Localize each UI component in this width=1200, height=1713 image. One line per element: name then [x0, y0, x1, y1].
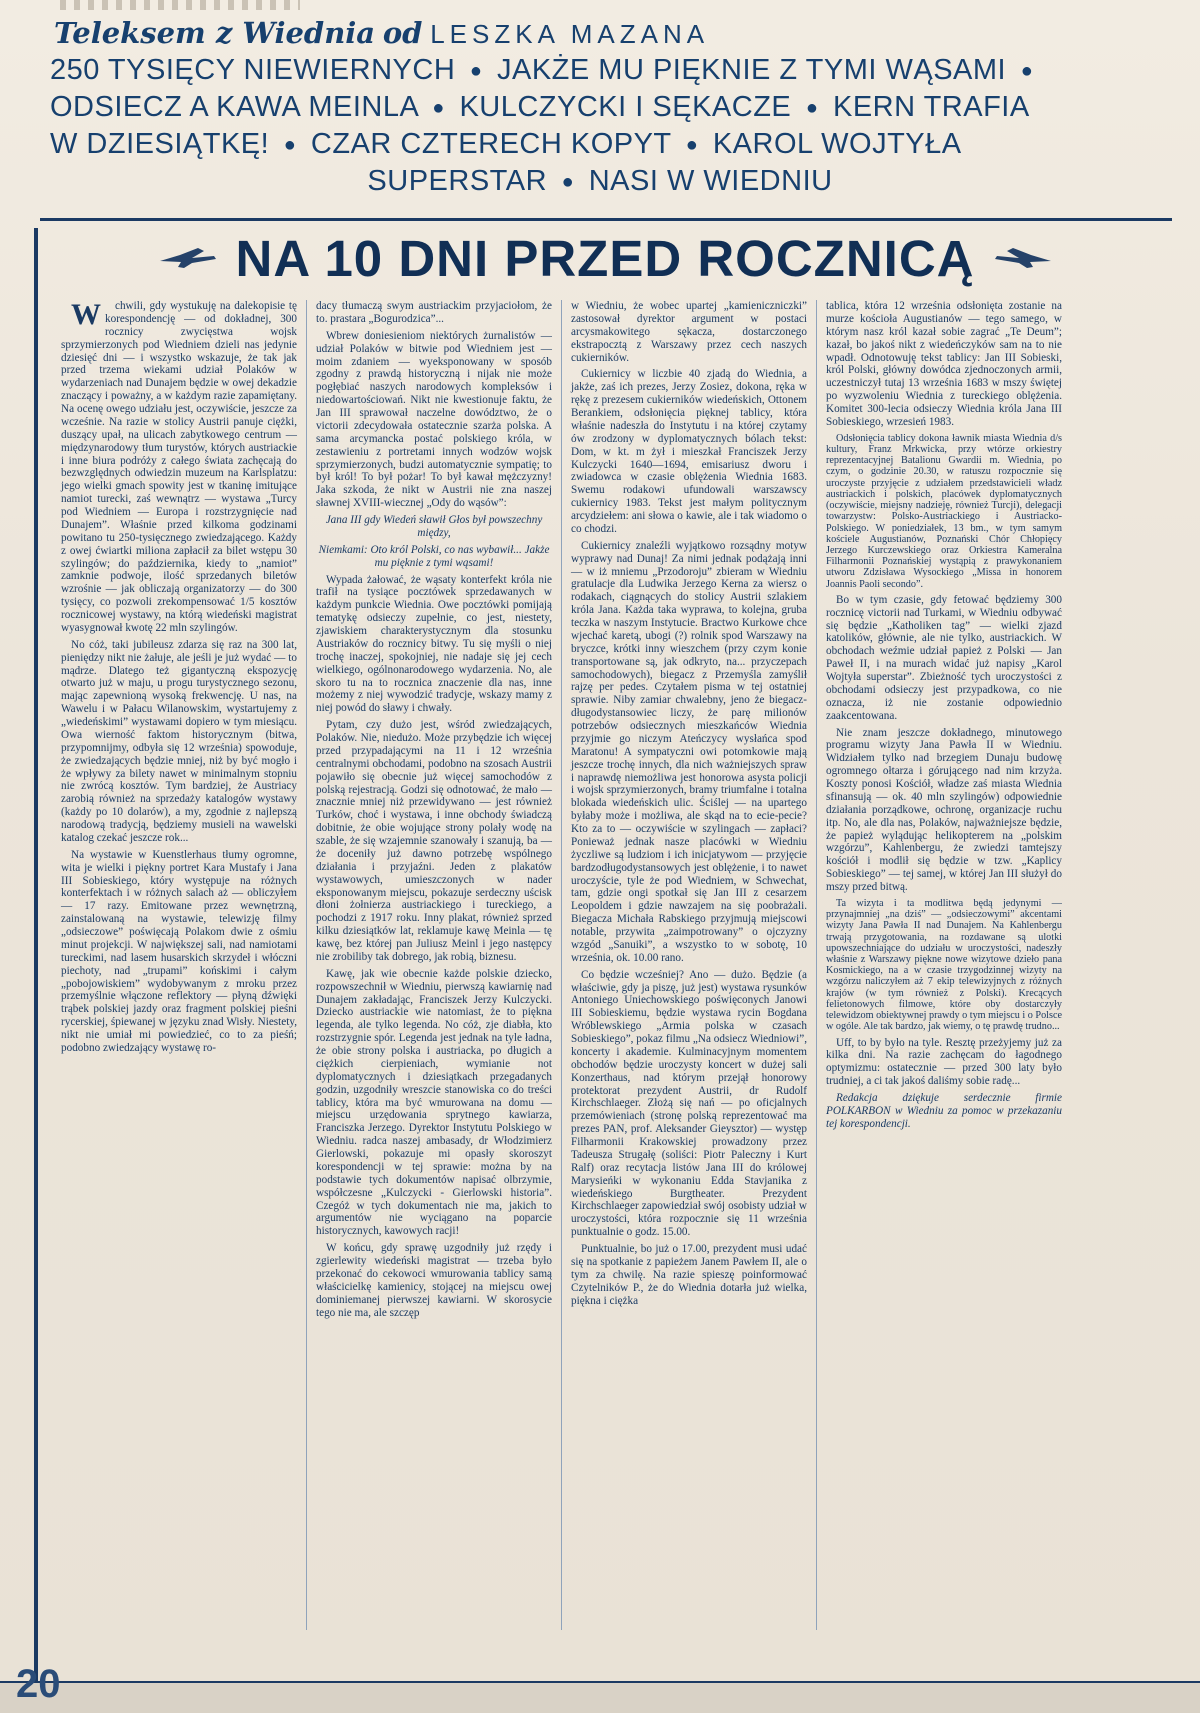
- teaser-2a: ODSIECZ A KAWA MEINLA: [50, 91, 418, 124]
- paragraph: Wchwili, gdy wystukuję na dalekopisie tę korespondencję — od dokładnej, 300 rocznicy zwycięstwa wojsk sprzymierzonych pod Wiedniem dzieli nas jedynie dziesięć dni — i wszystko wskazuje, że tak jak przed trzema wiekami udział Polaków w wydarzeniach nad Dunajem będzie w owej dekadzie znaczący i poważny, a w każdym razie zapamiętany. Na ocenę owego udziału jest, oczywiście, jeszcze za wcześnie. Na razie w stolicy Austrii panuje ciężki, duszący upał, na ulicach zabytkowego centrum — międzynarodowy tłum turystów, których austriackie i inne biura podróży z całego świata zachęcają do bezwzględnych odwiedzin muzeum na Karlsplatzu: jego wielki gmach spowity jest w tkaninę imitujące namiot turecki, zaś wewnątrz — wystawa „Turcy pod Wiedniem — Europa i rozstrzygnięcie nad Dunajem”. Właśnie przed kilkoma godzinami powitano tu 250-tysięcznego zwiedzającego. Każdy z owej ćwiartki miliona zapłacił za bilet wstępu 30 szylingów; do października, kiedy to „namiot” zamknie podwoje, ilość sprzedanych biletów wzrośnie — jak obliczają organizatorzy — do 300 tysięcy, co pozwoli zrekompensować 1/5 kosztów rocznicowej wystawy, na którą wiedeński magistrat wyasygnował kwotę 22 mln szylingów.: [61, 298, 297, 634]
- teaser-4a: SUPERSTAR: [367, 165, 548, 198]
- paragraph: Wbrew doniesieniom niektórych żurnalistów — udział Polaków w bitwie pod Wiedniem jest — moim zdaniem — wyeksponowany w sposób zgodny z prawdą historyczną i nijak nie może pogłębiać naszych narodowych kompleksów i niedowartościowań. Nikt nie kwestionuje faktu, że Jan III sprawował naczelne dowództwo, że o victorii zdecydowała ostatecznie szarża polska. A sama arcymancka postać polskiego króla, w zestawieniu z portretami innych wodzów wojsk sprzymierzonych, budzi automatycznie sympatię; to był król! To był pożar! To był kawał mężczyzny! Jaka szkoda, że nikt w Austrii nie zna naszej sławnej XVIII-wiecznej „Ody do wąsów”:: [316, 329, 552, 510]
- paragraph: Odsłonięcia tablicy dokona ławnik miasta Wiednia d/s kultury, Franz Mrkwicka, przy wtórze orkiestry reprezentacyjnej Batalionu Gwardii m. Wiednia, po czym, o godzinie 20.30, w ratuszu rozpocznie się uroczyste przyjęcie z udziałem przedstawicieli władz austriackich i polskich, placówek dyplomatycznych (oczywiście, miejsny nadzieję, również Turcji), delegacji towarzystw: Polsko-Austriackiego i Austriacko-Polskiego. W poniedziałek, 13 bm., w tym samym kościele Augustianów, Poznański Chór Chłopięcy Jerzego Kurczewskiego oraz Orkiestra Kameralna Filharmonii Poznańskiej wystąpią z prawykonaniem utworu Zdzisława Wysockiego „Missa in honorem Joannis Paoli secondo”.: [826, 432, 1062, 590]
- paragraph: Wypada żałować, że wąsaty konterfekt króla nie trafił na tysiące pocztówek sprzedawanych w każdym punkcie Wiednia. Owe pocztówki pomijają tematykę odsieczy zupełnie, co jest, niestety, zjawiskiem charakterystycznym dla stosunku Austriaków do rocznicy bitwy. Tu się myśli o niej trochę inaczej, spokojniej, nie nadaje się jej cech wielkiego, ogólnonarodowego wydarzenia. No, ale skoro tu na to rocznica znaczenie dla nas, inne możemy z niej wywodzić tradycje, wskazy mamy z niej powód do sławy i chwały.: [316, 573, 552, 715]
- airplane-icon: [993, 245, 1053, 271]
- paragraph: W końcu, gdy sprawę uzgodniły już rzędy i zgierlewity wiedeński magistrat — trzeba było przekonać do cekowoci wmurowania tablicy samą właścicielkę kamienicy, stojącej na miejscu owej dominiemanej pierwszej kawiarni. W skorosycie tego nie ma, ale szczęp: [316, 1242, 552, 1319]
- article-body: [52, 300, 1152, 1630]
- teaser-1a: 250 TYSIĘCY NIEWIERNYCH: [50, 54, 456, 86]
- bullet-icon: ●: [805, 96, 819, 119]
- bullet-icon: ●: [561, 170, 575, 193]
- column-2: [306, 300, 561, 1630]
- verse-line: Niemkami: Oto król Polski, co nas wybawił... Jakże mu pięknie z tymi wąsami!: [318, 543, 550, 569]
- paragraph: w Wiedniu, że wobec upartej „kamieniczniczki” zastosował dyrektor argument w postaci arcysmakowitego sękacza, dostarczonego ekstrapocztą z Warszawy przez cech naszych cukierników.: [571, 300, 807, 364]
- paragraph: Ta wizyta i ta modlitwa będą jedynymi — przynajmniej „na dziś” — „odsieczowymi” akcentami wizyty Jana Pawła II nad Dunajem. Na Kahlenbergu trwają przygotowania, na rozdawane są ulotki upowszechniające do udziału w uroczystości, nadeszły właśnie z Warszawy piękne nowe wizytowe dzieło pana Kosmickiego, na a w czasie trzygodzinnej wizyty na wzgórzu naliczyłem aż 7 ekip telewizyjnych z różnych krajów (w tym również z Polski). Krecących felietonowych filmowe, które oby dostarczyły telewidzom obiektywnej prawdy o tym miejscu i o Polsce w ogóle. Ale tak bardzo, jak wiemy, o tę prawdę trudno...: [826, 897, 1062, 1033]
- page-title: NA 10 DNI PRZED ROCZNICĄ: [235, 229, 975, 287]
- scan-edge-artifact: [60, 0, 300, 10]
- editorial-credit: Redakcja dziękuje serdecznie firmie POLKARBON w Wiedniu za pomoc w przekazaniu tej korespondencji.: [826, 1092, 1062, 1130]
- verse-line: Jana III gdy Wiedeń sławił Głos był powszechny między,: [325, 514, 543, 539]
- page-number: 20: [16, 1662, 61, 1706]
- paragraph: Bo w tym czasie, gdy fetować będziemy 300 rocznicę victorii nad Turkami, w Wiedniu odbywać się będzie „Katholiken tag” — wielki zjazd katolików, głównie, ale nie tylko, austriackich. W obchodach weźmie udział papież z Polski — Jan Paweł II, i na murach widać już napisy „Karol Wojtyła superstar”. Zbieżność tych uroczystości z obchodami odsieczy jest przypadkowa, co nie oznacza, iż nie zostanie odpowiednio zaakcentowana.: [826, 593, 1062, 722]
- paragraph: Cukiernicy znaleźli wyjątkowo rozsądny motyw wyprawy nad Dunaj! Za nimi jednak podążają inni — w iż mniemu „Przodoroju” zbieram w Wiedniu gratulacje dla Ludwika Jerzego Kerna za wiersz o rodakach, ciągnących do stolicy Austrii szlakiem króla Jana. Każda taka wyprawa, to kolejna, gruba teczka w naszym Instytucie. Bractwo Kurkowe chce wjechać karetą, ubogi (?) rolnik spod Warszawy na bryczce, krótki inny wieszchem (przy czym konie transportowane są, jak odkryto, na... przyczepach samochodowych), biegacz z Przemyśla zamyślił rajzę per pedes. Czytałem pisma w tej ostatniej sprawie. Niby zamiar chwalebny, jeno że biegacz-długodystansowiec liczy, że parę milionów potrzebów odsiecznych mieszkańców Wiednia przyjmie go niczym Ateńczycy wysłańca spod Maratonu! A sympatyczni owi potomkowie mają jeszcze trochę innych, dla nich ważniejszych spraw i naprawdę niemożliwa jest honorowa asysta policji i wojsk sprzymierzonych, bramy triumfalne i totalna blokada wiedeńskich ulic. Ściślej — na upartego byłaby może i możliwa, ale skąd na to ecie-pecie? Kto za to — oczywiście w szylingach — zapłaci? Ponieważ jednak nasze placówki w Wiedniu życzliwe są ludziom i ich inicjatywom — przyjęcie bardzodługodystansowych jest oblężenie, i to nawet uroczyście, tyle że pod Wiedniem, w Schwechat, tam, gdzie ongi spotkał się Jan III z cesarzem Leopoldem i gdzie nawzajem na się poobrażali. Biegacza Michała Rabskiego przyjmują miejscowi notable, przywita „zaimpotrowany” o ojczyzny wzgód „Sanuiki”, a wszystko to w sobotę, 10 września, ok. 10.00 rano.: [571, 539, 807, 964]
- kicker-line: [54, 16, 1144, 50]
- teaser-block: [50, 52, 1150, 200]
- kicker-script: Teleksem z Wiednia: [54, 16, 376, 50]
- kicker-od: od: [382, 16, 423, 50]
- airplane-icon: [158, 245, 218, 271]
- divider: [40, 218, 1172, 221]
- teaser-4b: NASI W WIEDNIU: [588, 165, 833, 198]
- paragraph: Uff, to by było na tyle. Resztę przeżyjemy już za kilka dni. Na razie zachęcam do łagodnego optymizmu: ostatecznie — przed 300 laty było trudniej, a ci tak jakoś daliśmy sobie radę...: [826, 1036, 1062, 1088]
- column-1: [52, 300, 306, 1630]
- teaser-3b: CZAR CZTERECH KOPYT: [310, 128, 672, 161]
- column-4: [816, 300, 1071, 1630]
- paragraph: Cukiernicy w liczbie 40 zjadą do Wiednia, a jakże, zaś ich prezes, Jerzy Zosiez, dokona, ręka w rękę z prezesem cukierników wiedeńskich, Ottonem Berankiem, odsłonięcia pięknej tablicy, która właśnie nadeszła do Instytutu i na której czytamy ów zrodzony w dyplomatycznych bólach tekst: Dom, w kt. m żył i mieszkał Franciszek Jerzy Kulczycki 1640—1694, emisariusz dworu i zwiadowca w czasie oblężenia Wiednia 1683. Swemu rodakowi ufundowali warszawscy cukiernicy 1983. Tekst jest małym politycznym arcydziełem: ani słowa o kawie, ale i tak wiadomo o co chodzi.: [571, 368, 807, 535]
- paragraph: Co będzie wcześniej? Ano — dużo. Będzie (a właściwie, gdy ja piszę, już jest) wystawa rysunków Antoniego Uniechowskiego poświęconych Janowi III Sobieskiemu, będzie wystawa rycin Bogdana Wróblewskiego „Armia polska w czasach Sobieskiego”, pokaz filmu „Na odsiecz Wiedniowi”, koncerty i akademie. Kulminacyjnym momentem obchodów będzie uroczysty koncert w dużej sali Konzerthaus, nad którym przejął honorowy protektorat prezydent Austrii, dr Rudolf Kirchschlaeger. Złożą się nań — po oficjalnych przemówieniach (stronę polską reprezentować ma prezes PAN, prof. Aleksander Gieysztor) — występ Filharmonii Krakowskiej prowadzony przez Tadeusza Strugałę (soliści: Piotr Paleczny i Kurt Ralf) oraz recytacja listów Jana III do królowej Marysieńki w wykonaniu Edda Stavjanika z wiedeńskiego Burgtheater. Prezydent Kirchschlaeger zapowiedział swój osobisty udział w uroczystości, która rozpocznie się 11 września punktualnie o godz. 15.00.: [571, 968, 807, 1239]
- paragraph: Kawę, jak wie obecnie każde polskie dziecko, rozpowszechnił w Wiedniu, pierwszą kawiarnię nad Dunajem zakładając, Franciszek Jerzy Kulczycki. Dziecko austriackie wie natomiast, że to piękna legenda, ale tylko legenda. No cóż, zje diabła, kto rozstrzygnie spór. Legenda jest jednak na tyle ładna, że obie strony polska i austriacka, po długich a ciężkich cierpieniach, wymianie not dyplomatycznych i dziesiątkach przegadanych godzin, uzgodniły wreszcie stanowiska co do treści tablicy, która ma być wmurowana na domu — miejscu urzędowania sprytnego kawiarza, Franciszka Jerzego. Dyrektor Instytutu Polskiego w Wiedniu. radca naszej ambasady, dr Włodzimierz Gierlowski, pokazuje mi opasły skoroszyt korespondencji w tej sprawie: można by na podstawie tych dokumentów napisać olbrzymie, współczesne „Kulczycki - Gierlowski historia”. Czegóż w tych dokumentach nie ma, jakich to argumentów nie wyciągano na poparcie historycznych, kawowych racji!: [316, 967, 552, 1238]
- paragraph: Punktualnie, bo już o 17.00, prezydent musi udać się na spotkanie z papieżem Janem Pawłem II, ale o tym za chwilę. Na razie spieszę poinformować Czytelników P., że do Wiednia dotarła już wielka, piękna i ciężka: [571, 1243, 807, 1307]
- bullet-icon: ●: [283, 133, 297, 156]
- paragraph: Pytam, czy dużo jest, wśród zwiedzających, Polaków. Nie, niedużo. Może przybędzie ich więcej przed przypadającymi na 11 i 12 września centralnymi obchodami, podobno na szosach Austrii pojawiło się obecnie już więcej samochodów z polską rejestracją. Godzi się odnotować, że mało — znacznie mniej niż przewidywano — jest również Turków, choć i wystawa, i inne obchody świadczą dobitnie, że obie wojujące strony polały wodę na szable, że się wzajemnie szanowały i szanują, ba — że doceniły już dawno potrzebę wspólnego działania i przyjaźni. Jeden z plakatów wystawowych, umieszczonych w nader eksponowanym miejscu, pokazuje serdeczny uścisk dłoni żołnierza austriackiego i tureckiego, a pochodzi z 1917 roku. Inny plakat, również sprzed kilku dziesiątków lat, reklamuje kawę Meinla — tę kawę, bez której pan Juliusz Meinl i jego następcy nie zrobiliby tak dobrego, jak robią, biznesu.: [316, 719, 552, 963]
- teaser-3c: KAROL WOJTYŁA: [712, 128, 962, 161]
- bullet-icon: ●: [685, 133, 699, 156]
- bullet-icon: ●: [469, 59, 483, 82]
- headline-row: [40, 228, 1170, 288]
- bottom-rule: [0, 1681, 1200, 1713]
- paragraph: No cóż, taki jubileusz zdarza się raz na 300 lat, pieniędzy nikt nie żałuje, ale jeśli je już wydać — to mądrze. Dlatego też gigantyczną ekspozycję otwarto już w maju, u progu turystycznego sezonu, mając zapewnioną wysoką frekwencję. U nas, na Wawelu i w Pałacu Wilanowskim, wystartujemy z „wiedeńskimi” wystawami dopiero w tym miesiącu. Owa wierność faktom historycznym (bitwa, przypomnijmy, odbyła się 12 września) spowoduje, że zwiedzających będzie mniej, niż by być mogło i że wpływy za bilety nawet w minimalnym stopniu nie zwrócą kosztów. Tym bardziej, że Austriacy zarobią również na sprzedaży katalogów wystawy (każdy po 10 dolarów), a my, zgodnie z najlepszą narodową tradycją, będziemy musieli na wawelski katalog czekać jeszcze rok...: [61, 638, 297, 844]
- paragraph: Nie znam jeszcze dokładnego, minutowego programu wizyty Jana Pawła II w Wiedniu. Widziałem tylko nad brzegiem Dunaju budowę ogromnego ołtarza i górującego nad nim krzyża. Koszty ponosi Kościół, władze zaś miasta Wiednia sfinansują — ok. 40 mln szylingów) odpowiednie działania porządkowe, ochronę, organizacje ruchu itp. No, ale dla nas, Polaków, najważniejsze będzie, że papież wylądując helikopterem na „polskim wzgórzu”, Kahlenbergu, że zwiedzi tamtejszy kościół i modlił się będzie w tzw. „Kaplicy Sobieskiego” — tej samej, w której Jan III służył do mszy przed bitwą.: [826, 726, 1062, 894]
- paragraph: Na wystawie w Kuenstlerhaus tłumy ogromne, wita je wielki i piękny portret Kara Mustafy i Jana III Sobieskiego, który występuje na różnych konterfektach i w różnych salach aż — obliczyłem — 17 razy. Emitowane przez wewnętrzną, zainstalowaną na wystawie, telewizję filmy „odsieczowe” poświęcają Polakom dwie z ośmiu minut projekcji. W największej sali, nad namiotami tureckimi, nad lasem husarskich skrzydeł i włóczni piechoty, nad „trupami” końskimi i całym „pobojowiskiem” wydobywanym z mroku przez przemyślnie włączone reflektory — płyną dźwięki trąbek polskiej jazdy oraz fragment polskiej pieśni rycerskiej, śpiewanej w języku znad Wisły. Niestety, nikt nie umiał mi powiedzieć, co to za pieśń; podobno zwiedzający wystawę ro-: [61, 848, 297, 1054]
- teaser-3a: W DZIESIĄTKĘ!: [50, 128, 270, 161]
- paragraph: tablica, która 12 września odsłonięta zostanie na murze kościoła Augustianów — tego samego, w którym nasz król kazał sobie zagrać „Te Deum”; kazał, bo jakoś nikt z wiedeńczyków sam na to nie wpadł. Odnotowuję tekst tablicy: Jan III Sobieski, król Polski, główny dowódca zjednoczonych armii, uczestniczył tutaj 13 września 1683 w mszy świętej po wyzwoleniu Wiednia z tureckiego oblężenia. Komitet 300-lecia odsieczy Wiednia króla Jana III Sobieskiego, wrzesień 1983.: [826, 300, 1062, 428]
- teaser-1b: JAKŻE MU PIĘKNIE Z TYMI WĄSAMI: [496, 54, 1007, 86]
- teaser-2c: KERN TRAFIA: [832, 91, 1030, 124]
- paragraph: dacy tłumaczą swym austriackim przyjaciołom, że to. prastara „Bogurodzica”...: [316, 300, 552, 325]
- left-border-rule: [34, 228, 38, 1683]
- teaser-2b: KULCZYCKI I SĘKACZE: [459, 91, 792, 124]
- column-3: [561, 300, 816, 1630]
- bullet-icon: ●: [1020, 59, 1034, 82]
- kicker-author: LESZKA MAZANA: [430, 19, 710, 49]
- bullet-icon: ●: [432, 96, 445, 119]
